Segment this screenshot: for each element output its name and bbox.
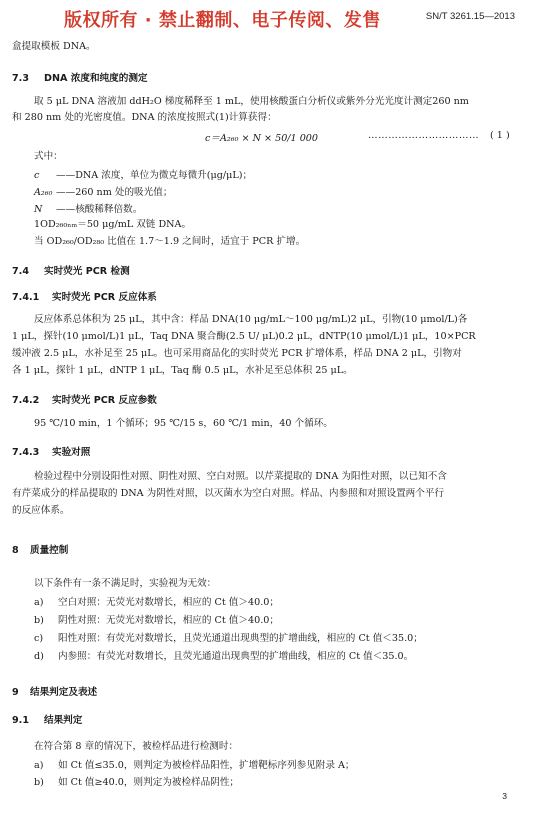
paragraph-line: 取 5 μL DNA 溶液加 ddH₂O 梯度稀释至 1 mL，使用核酸蛋白分析仪或紫外分光光度计测定260 nm: [34, 96, 469, 107]
paragraph-line: 在符合第 8 章的情况下，被检样品进行检测时：: [34, 741, 239, 752]
list-item-label: c): [34, 633, 44, 644]
list-item: [34, 774, 239, 788]
section-number: 7.4.3: [12, 447, 40, 458]
section-heading-7-4-2: [12, 392, 157, 406]
section-heading-9: [12, 684, 97, 698]
definition-text: ——核酸稀释倍数。: [56, 204, 143, 215]
section-number: 7.4: [12, 266, 29, 277]
section-number: 7.3: [12, 73, 29, 84]
section-heading-7-4-3: [12, 444, 90, 458]
equation-leader-dots: ……………………………: [368, 130, 480, 141]
list-item-label: a): [34, 597, 44, 608]
paragraph-line: 1 μL，探针(10 μmol/L)1 μL，Taq DNA 聚合酶(2.5 U/ μL)0.2 μL，dNTP(10 μmol/L)1 μL，10×PCR: [12, 331, 476, 342]
list-item-text: 阳性对照：有荧光对数增长，且荧光通道出现典型的扩增曲线，相应的 Ct 值＜35.0；: [58, 633, 423, 644]
paragraph-line: 缓冲液 2.5 μL，水补足至 25 μL。也可采用商品化的实时荧光 PCR 扩增体系，样品 DNA 2 μL，引物对: [12, 348, 462, 359]
list-item: [34, 757, 355, 771]
paragraph-line: 反应体系总体积为 25 μL，其中含：样品 DNA(10 μg/mL～100 μg/mL)2 μL，引物(10 μmol/L)各: [34, 314, 468, 325]
od-definition-line: 1OD₂₆₀ₙₘ＝50 μg/mL 双链 DNA。: [34, 219, 192, 230]
section-title: 实验对照: [52, 447, 91, 458]
section-heading-7-3: [12, 70, 148, 84]
section-title: 实时荧光 PCR 检测: [44, 266, 130, 277]
section-heading-7-4-1: [12, 289, 157, 303]
list-item: [34, 594, 279, 608]
standard-code: SN/T 3261.15—2013: [425, 11, 515, 22]
equation-number: ( 1 ): [490, 130, 510, 141]
definition-item: [34, 167, 252, 181]
paragraph-line: 以下条件有一条不满足时，实验视为无效：: [34, 578, 217, 589]
section-heading-9-1: [12, 712, 82, 726]
section-number: 9.1: [12, 715, 29, 726]
section-heading-8: [12, 542, 68, 556]
equation-dna-concentration: c＝A₂₆₀ × N × 50/1 000: [205, 133, 319, 144]
list-item-label: b): [34, 777, 44, 788]
list-item-text: 如 Ct 值≤35.0，则判定为被检样品阳性，扩增靶标序列参见附录 A；: [58, 760, 355, 771]
section-title: 质量控制: [30, 545, 69, 556]
definition-symbol: c: [34, 170, 40, 181]
definition-item: [34, 201, 142, 215]
section-title: DNA 浓度和纯度的测定: [44, 73, 148, 84]
paragraph-line: 和 280 nm 处的光密度值。DNA 的浓度按照式(1)计算获得：: [12, 112, 277, 123]
list-item-text: 如 Ct 值≥40.0，则判定为被检样品阴性；: [58, 777, 240, 788]
paragraph-continued: 盒提取模板 DNA。: [12, 41, 96, 52]
list-item-text: 内参照：有荧光对数增长，且荧光通道出现典型的扩增曲线，相应的 Ct 值＜35.0。: [58, 651, 414, 662]
section-title: 实时荧光 PCR 反应参数: [52, 395, 157, 406]
paragraph-line: 有芹菜成分的样品提取的 DNA 为阴性对照，以灭菌水为空白对照。样品、内参照和对照设置两个平行: [12, 488, 445, 499]
definition-text: ——DNA 浓度，单位为微克每微升(μg/μL)；: [56, 170, 253, 181]
list-item-text: 空白对照：无荧光对数增长，相应的 Ct 值＞40.0；: [58, 597, 279, 608]
paragraph-line: 的反应体系。: [12, 505, 70, 516]
list-item-label: d): [34, 651, 44, 662]
section-heading-7-4: [12, 263, 130, 277]
definition-text: ——260 nm 处的吸光值；: [56, 187, 173, 198]
definition-item: [34, 184, 172, 198]
section-number: 7.4.2: [12, 395, 40, 406]
list-item: [34, 612, 279, 626]
paragraph-line: 95 ℃/10 min，1 个循环；95 ℃/15 s，60 ℃/1 min，40 个循环。: [34, 418, 333, 429]
section-title: 结果判定及表述: [30, 687, 98, 698]
list-item: [34, 630, 423, 644]
definition-symbol: A₂₆₀: [34, 187, 53, 198]
section-title: 结果判定: [44, 715, 83, 726]
where-label: 式中：: [34, 151, 63, 162]
section-title: 实时荧光 PCR 反应体系: [52, 292, 157, 303]
copyright-watermark: 版权所有 · 禁止翻制、电子传阅、发售: [64, 10, 381, 31]
page-number: 3: [502, 791, 507, 801]
paragraph-line: 检验过程中分别设阳性对照、阴性对照、空白对照。以芹菜提取的 DNA 为阳性对照，以已知不含: [34, 471, 447, 482]
definition-symbol: N: [34, 204, 43, 215]
list-item: [34, 648, 413, 662]
section-number: 9: [12, 687, 19, 698]
section-number: 7.4.1: [12, 292, 40, 303]
paragraph-line: 各 1 μL，探针 1 μL，dNTP 1 μL，Taq 酶 0.5 μL，水补足至总体积 25 μL。: [12, 365, 353, 376]
list-item-label: a): [34, 760, 44, 771]
list-item-label: b): [34, 615, 44, 626]
list-item-text: 阴性对照：无荧光对数增长，相应的 Ct 值＞40.0；: [58, 615, 279, 626]
ratio-line: 当 OD₂₆₀/OD₂₈₀ 比值在 1.7～1.9 之间时，适宜于 PCR 扩增。: [34, 236, 306, 247]
section-number: 8: [12, 545, 19, 556]
